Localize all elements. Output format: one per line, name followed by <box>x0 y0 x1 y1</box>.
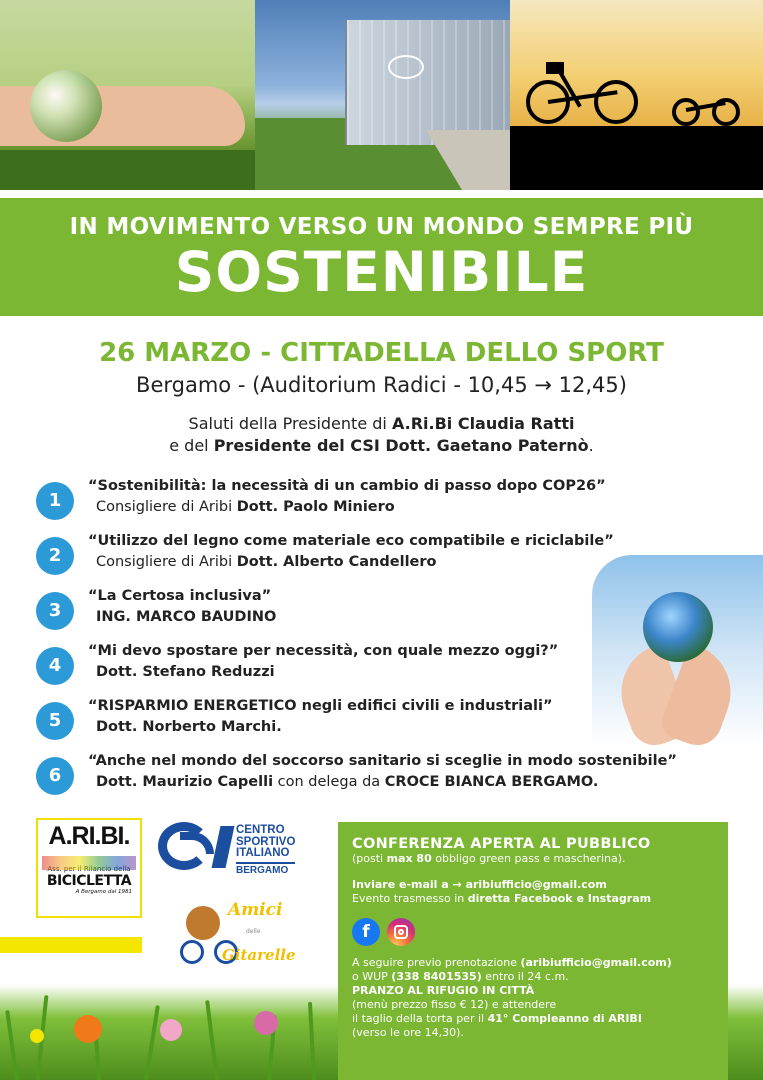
csi-city: BERGAMO <box>236 862 295 877</box>
aribi-logo-name: BICICLETTA <box>46 873 132 889</box>
info-phone: (338 8401535) <box>391 970 482 983</box>
greet-text: . <box>588 436 594 455</box>
info-lunch-text: PRANZO AL RIFUGIO IN CITTÀ <box>352 984 535 997</box>
item-number-badge: 2 <box>36 537 74 575</box>
grass-decoration <box>0 150 255 190</box>
info-booking-email: (aribiufficio@gmail.com) <box>520 956 672 969</box>
info-wup <box>352 970 714 984</box>
item-number-badge: 4 <box>36 647 74 685</box>
info-text: entro il 24 c.m. <box>481 970 569 983</box>
csi-line: SPORTIVO <box>236 835 296 848</box>
speaker-role: Consigliere di Aribi <box>96 499 237 515</box>
instagram-icon[interactable] <box>387 918 415 946</box>
info-text: il taglio della torta per il <box>352 1012 488 1025</box>
info-box <box>338 822 728 1080</box>
building-illustration <box>345 20 510 145</box>
info-stream-channels: diretta Facebook e Instagram <box>467 892 652 905</box>
speaker-name: Dott. Maurizio Capelli <box>96 774 274 790</box>
flower-icon <box>254 1011 278 1035</box>
speaker-name: Dott. Norberto Marchi. <box>96 719 282 735</box>
item-speaker <box>96 719 282 735</box>
info-seats-max: max 80 <box>386 852 432 865</box>
item-speaker <box>96 554 436 570</box>
item-number-badge: 3 <box>36 592 74 630</box>
info-anniversary: 41° Compleanno di ARIBI <box>487 1012 642 1025</box>
info-cake <box>352 1012 714 1026</box>
aribi-logo-title: A.RI.BI. <box>48 822 130 850</box>
item-title: “La Certosa inclusiva” <box>88 588 272 604</box>
item-speaker <box>96 664 275 680</box>
info-text: A seguire previo prenotazione <box>352 956 521 969</box>
flower-icon <box>160 1019 182 1041</box>
glass-globe-icon <box>30 70 102 142</box>
item-title: “Utilizzo del legno come materiale eco compatibile e riciclabile” <box>88 533 614 549</box>
csi-line: ITALIANO <box>236 847 290 859</box>
event-date: 26 MARZO - CITTADELLA DELLO SPORT <box>99 338 664 368</box>
csi-line: CENTRO <box>236 824 285 836</box>
bear-icon <box>186 906 220 940</box>
csi-logo-mark <box>158 822 236 870</box>
item-speaker <box>96 499 395 515</box>
aribi-logo <box>36 818 142 918</box>
speaker-role: Consigliere di Aribi <box>96 554 237 570</box>
item-number-badge: 6 <box>36 757 74 795</box>
item-title: “Mi devo spostare per necessità, con quale mezzo oggi?” <box>88 643 559 659</box>
speaker-organization: CROCE BIANCA BERGAMO. <box>384 774 599 790</box>
info-text: obbligo green pass e mascherina). <box>431 852 626 865</box>
grass-decoration <box>728 985 763 1080</box>
info-menu: (menù prezzo fisso € 12) e attendere <box>352 998 557 1011</box>
ground-silhouette <box>510 126 763 190</box>
greet-text: Saluti della Presidente di <box>188 414 392 433</box>
info-seats <box>352 852 714 866</box>
aribi-logo-note: A Bergamo dal 1981 <box>75 889 132 895</box>
info-stream <box>352 892 714 906</box>
info-booking <box>352 956 714 970</box>
rainbow-stripe <box>42 856 136 870</box>
amici-word: Gitarelle <box>222 946 296 964</box>
item-number-badge: 5 <box>36 702 74 740</box>
info-text: (posti <box>352 852 387 865</box>
amici-gitarelle-logo <box>180 898 296 978</box>
event-place: Bergamo - (Auditorium Radici - 10,45 → 12,45) <box>136 373 627 397</box>
yellow-accent-bar <box>0 937 142 953</box>
facebook-icon[interactable]: f <box>352 918 380 946</box>
flower-icon <box>30 1029 44 1043</box>
title-band <box>0 198 763 316</box>
greetings <box>0 413 763 457</box>
speaker-name: Dott. Stefano Reduzzi <box>96 664 275 680</box>
speaker-name: Dott. Paolo Miniero <box>236 499 395 515</box>
item-speaker <box>96 609 276 625</box>
amici-word: delle <box>246 928 261 935</box>
social-icons <box>352 918 714 946</box>
olympic-rings-icon <box>388 55 424 79</box>
item-title: “RISPARMIO ENERGETICO negli edifici civili e industriali” <box>88 698 553 714</box>
greet-aribi-president: A.Ri.Bi Claudia Ratti <box>391 414 575 433</box>
info-email-text: Inviare e-mail a → aribiufficio@gmail.com <box>352 878 607 891</box>
item-title: “Sostenibilità: la necessità di un cambio di passo dopo COP26” <box>88 478 606 494</box>
speaker-note: con delega da <box>273 774 385 790</box>
info-text: o WUP <box>352 970 392 983</box>
greet-csi-president: Presidente del CSI Dott. Gaetano Paternò <box>213 436 589 455</box>
title-main: SOSTENIBILE <box>174 240 589 304</box>
photo-hand-globe <box>0 0 255 190</box>
item-title: “Anche nel mondo del soccorso sanitario si sceglie in modo sostenibile” <box>88 753 677 769</box>
greet-text: e del <box>169 436 214 455</box>
earth-globe-icon <box>643 592 713 662</box>
csi-logo-text <box>236 825 295 876</box>
title-line-1: IN MOVIMENTO VERSO UN MONDO SEMPRE PIÙ <box>69 214 694 240</box>
flower-icon <box>74 1015 102 1043</box>
item-number-badge: 1 <box>36 482 74 520</box>
info-lunch <box>352 984 714 998</box>
info-time: (verso le ore 14,30). <box>352 1026 464 1039</box>
info-heading: CONFERENZA APERTA AL PUBBLICO <box>352 836 651 852</box>
info-email <box>352 878 714 892</box>
speaker-name: ING. MARCO BAUDINO <box>96 609 277 625</box>
speaker-name: Dott. Alberto Candellero <box>236 554 437 570</box>
item-speaker <box>96 774 598 790</box>
amici-word: Amici <box>228 900 283 920</box>
info-text: Evento trasmesso in <box>352 892 468 905</box>
grass-decoration <box>0 985 338 1080</box>
